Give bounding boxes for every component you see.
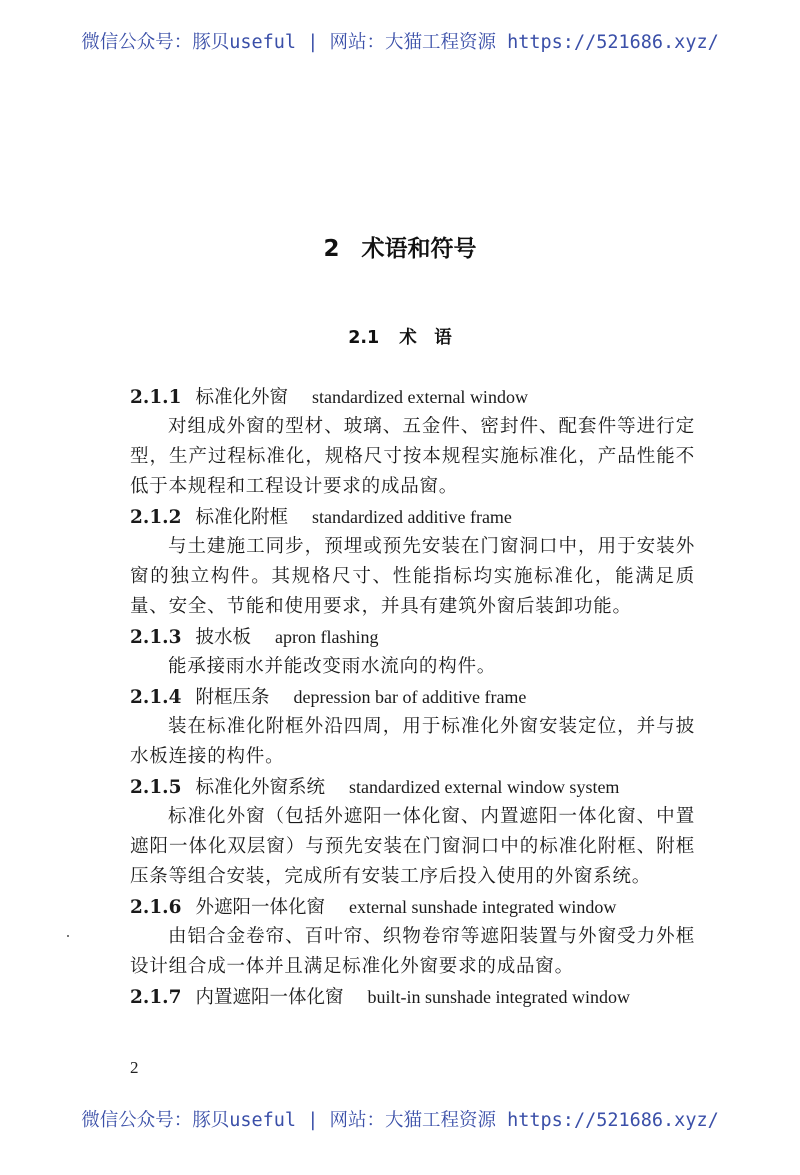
term-entry-2-1-4: [130, 682, 695, 772]
term-number: 2.1.6: [130, 897, 182, 918]
term-chinese: 内置遮阳一体化窗: [195, 987, 344, 1008]
scan-speck: [67, 935, 69, 937]
term-number: 2.1.5: [130, 777, 182, 798]
term-entry-2-1-2: [130, 502, 695, 622]
term-english: external sunshade integrated window: [349, 897, 617, 917]
section-number: 2.1: [348, 328, 380, 348]
term-entry-2-1-7: [130, 982, 695, 1012]
terms-list: [130, 382, 695, 1012]
term-english: standardized additive frame: [312, 507, 512, 527]
term-number: 2.1.7: [130, 987, 182, 1008]
term-heading: [130, 982, 695, 1012]
term-chinese: 披水板: [195, 627, 252, 648]
term-definition: 对组成外窗的型材、玻璃、五金件、密封件、配套件等进行定型，生产过程标准化，规格尺寸按本规程实施标准化，产品性能不低于本规程和工程设计要求的成品窗。: [130, 416, 695, 497]
term-entry-2-1-3: [130, 622, 695, 682]
term-number: 2.1.1: [130, 387, 182, 408]
term-number: 2.1.4: [130, 687, 182, 708]
header-watermark: 微信公众号：豚贝useful | 网站：大猫工程资源 https://521686.xyz/: [81, 32, 719, 53]
term-chinese: 附框压条: [195, 687, 270, 708]
term-english: standardized external window: [312, 387, 528, 407]
term-number: 2.1.2: [130, 507, 182, 528]
term-heading: [130, 502, 695, 532]
term-chinese: 标准化外窗系统: [195, 777, 326, 798]
section-title-text: 术 语: [399, 328, 452, 348]
term-definition: 装在标准化附框外沿四周，用于标准化外窗安装定位，并与披水板连接的构件。: [130, 716, 695, 767]
term-heading: [130, 772, 695, 802]
chapter-title-text: 术语和符号: [361, 236, 477, 262]
term-english: standardized external window system: [349, 777, 620, 797]
term-definition: 能承接雨水并能改变雨水流向的构件。: [168, 656, 497, 677]
term-chinese: 外遮阳一体化窗: [195, 897, 326, 918]
section-title: [0, 324, 800, 349]
term-entry-2-1-6: [130, 892, 695, 982]
term-chinese: 标准化附框: [195, 507, 289, 528]
term-definition: 由铝合金卷帘、百叶帘、织物卷帘等遮阳装置与外窗受力外框设计组合成一体并且满足标准化外窗要求的成品窗。: [130, 926, 695, 977]
term-heading: [130, 892, 695, 922]
term-english: depression bar of additive frame: [293, 687, 527, 707]
term-number: 2.1.3: [130, 627, 182, 648]
term-english: apron flashing: [275, 627, 379, 647]
page-number: 2: [130, 1058, 139, 1077]
footer-watermark: 微信公众号：豚贝useful | 网站：大猫工程资源 https://521686.xyz/: [81, 1110, 719, 1131]
term-heading: [130, 622, 695, 652]
term-definition: 与土建施工同步，预埋或预先安装在门窗洞口中，用于安装外窗的独立构件。其规格尺寸、性能指标均实施标准化，能满足质量、安全、节能和使用要求，并具有建筑外窗后装卸功能。: [130, 536, 695, 617]
chapter-title: [0, 230, 800, 263]
term-heading: [130, 682, 695, 712]
term-definition: 标准化外窗（包括外遮阳一体化窗、内置遮阳一体化窗、中置遮阳一体化双层窗）与预先安装在门窗洞口中的标准化附框、附框压条等组合安装，完成所有安装工序后投入使用的外窗系统。: [130, 806, 695, 887]
term-entry-2-1-1: [130, 382, 695, 502]
term-heading: [130, 382, 695, 412]
term-english: built-in sunshade integrated window: [367, 987, 630, 1007]
term-entry-2-1-5: [130, 772, 695, 892]
chapter-number: 2: [323, 236, 340, 262]
term-chinese: 标准化外窗: [195, 387, 289, 408]
